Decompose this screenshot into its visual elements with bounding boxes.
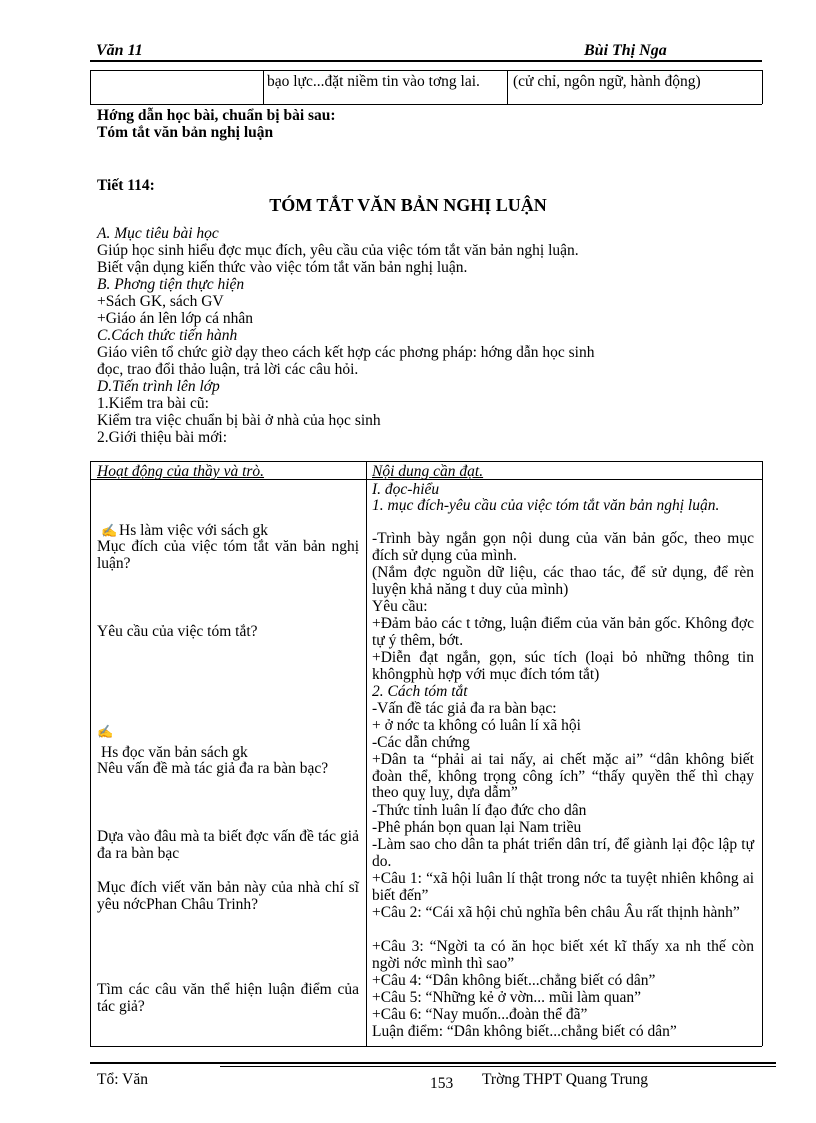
top-table-cell-3: (cử chỉ, ngôn ngữ, hành động)	[513, 73, 701, 90]
content-line: + ở nớc ta không có luân lí xã hội	[372, 717, 581, 734]
content-line: +Câu 4: “Dân không biết...chẳng biết có dân”	[372, 972, 656, 989]
lesson-title: TÓM TẮT VĂN BẢN NGHỊ LUẬN	[269, 195, 547, 215]
table-header-activities: Hoạt động của thầy và trò.	[97, 463, 265, 480]
content-line: Yêu cầu:	[372, 598, 428, 615]
header-subject: Văn 11	[96, 42, 143, 59]
question-text: Nêu vấn đề mà tác giả đa ra bàn bạc?	[97, 760, 329, 777]
content-line: +Diễn đạt ngắn, gọn, súc tích (loại bỏ những thông tin khôngphù hợp với mục đích tóm tắt)	[372, 649, 754, 683]
table-header-content: Nội dung cần đạt.	[372, 463, 484, 480]
body-line: Giúp học sinh hiểu đợc mục đích, yêu cầu của việc tóm tắt văn bản nghị luận.	[97, 242, 579, 259]
content-line: -Phê phán bọn quan lại Nam triều	[372, 819, 582, 836]
page-number: 153	[430, 1075, 454, 1092]
section-a-heading: A. Mục tiêu bài học	[97, 225, 219, 242]
hand-writing-icon: ✍	[97, 724, 114, 739]
question-text: Dựa vào đâu mà ta biết đợc vấn đề tác giả đa ra bàn bạc	[97, 828, 359, 862]
content-line: +Dân ta “phải ai tai nấy, ai chết mặc ai” “dân không biết đoàn thể, không trọng công ích” “thấy quyền thế thì chạy theo quỵ luỵ, dựa dẫm”	[372, 751, 754, 801]
content-line: -Vấn đề tác giả đa ra bàn bạc:	[372, 700, 557, 717]
content-line: -Làm sao cho dân ta phát triển dân trí, để giành lại độc lập tự do.	[372, 836, 754, 870]
content-line: (Nắm đợc nguồn dữ liệu, các thao tác, để sử dụng, để rèn luyện khả năng t duy của mình)	[372, 564, 754, 598]
lesson-number: Tiết 114:	[97, 177, 155, 194]
content-line: Luận điểm: “Dân không biết...chẳng biết có dân”	[372, 1023, 677, 1040]
question-text: Hs đọc văn bản sách gk	[101, 744, 248, 761]
content-line: 2. Cách tóm tắt	[372, 683, 468, 700]
content-line: -Thức tỉnh luân lí đạo đức cho dân	[372, 802, 587, 819]
top-table-cell-2: bạo lực...đặt niềm tin vào tơng lai.	[267, 73, 480, 90]
body-line: Kiểm tra việc chuẩn bị bài ở nhà của học sinh	[97, 412, 381, 429]
content-line: -Trình bày ngắn gọn nội dung của văn bản gốc, theo mục đích sử dụng của mình.	[372, 530, 754, 564]
question-text: Yêu cầu của việc tóm tắt?	[97, 623, 258, 640]
content-line: 1. mục đích-yêu cầu của việc tóm tắt văn bản nghị luận.	[372, 497, 720, 514]
footer-department: Tổ: Văn	[97, 1071, 148, 1088]
homework-heading: Hớng dẫn học bài, chuẩn bị bài sau:	[97, 107, 336, 124]
footer-rule	[90, 1062, 776, 1064]
homework-topic: Tóm tắt văn bản nghị luận	[97, 124, 274, 141]
body-line: Biết vận dụng kiến thức vào việc tóm tắt văn bản nghị luận.	[97, 259, 468, 276]
question-text: Tìm các câu văn thể hiện luận điểm của tác giả?	[97, 981, 359, 1015]
question-text: Mục đích của việc tóm tắt văn bản nghị luận?	[97, 538, 359, 572]
header-author: Bùi Thị Nga	[584, 42, 667, 59]
question-text: Mục đích viết văn bản này của nhà chí sĩ yêu nớcPhan Châu Trinh?	[97, 879, 359, 913]
body-line: +Sách GK, sách GV	[97, 293, 224, 310]
section-c-heading: C.Cách thức tiến hành	[97, 327, 238, 344]
content-line: +Câu 6: “Nay muốn...đoàn thể đã”	[372, 1006, 588, 1023]
body-line: đọc, trao đổi thảo luận, trả lời các câu hỏi.	[97, 361, 359, 378]
content-line: +Câu 5: “Những kẻ ở vờn... mũi làm quan”	[372, 989, 642, 1006]
footer-rule-thin	[220, 1066, 776, 1067]
question-text: Hs làm việc với sách gk	[119, 522, 268, 539]
footer-school: Trờng THPT Quang Trung	[482, 1071, 648, 1088]
content-line: +Đảm bảo các t tởng, luận điểm của văn bản gốc. Không đợc tự ý thêm, bớt.	[372, 615, 754, 649]
section-b-heading: B. Phơng tiện thực hiện	[97, 276, 245, 293]
section-d-heading: D.Tiến trình lên lớp	[97, 378, 220, 395]
content-line: +Câu 1: “xã hội luân lí thật trong nớc ta tuyệt nhiên không ai biết đến”	[372, 870, 754, 904]
header-rule	[90, 60, 762, 62]
content-line: +Câu 2: “Cái xã hội chủ nghĩa bên châu Âu rất thịnh hành”	[372, 904, 740, 921]
content-line: +Câu 3: “Ngời ta có ăn học biết xét kĩ thấy xa nh thế còn ngời nớc mình thì sao”	[372, 938, 754, 972]
content-line: I. đọc-hiểu	[372, 481, 440, 498]
body-line: Giáo viên tổ chức giờ dạy theo cách kết hợp các phơng pháp: hớng dẫn học sinh	[97, 344, 595, 361]
body-line: +Giáo án lên lớp cá nhân	[97, 310, 253, 327]
hand-writing-icon: ✍	[101, 523, 118, 538]
body-line: 2.Giới thiệu bài mới:	[97, 429, 228, 446]
body-line: 1.Kiểm tra bài cũ:	[97, 395, 209, 412]
content-line: -Các dẫn chứng	[372, 734, 470, 751]
